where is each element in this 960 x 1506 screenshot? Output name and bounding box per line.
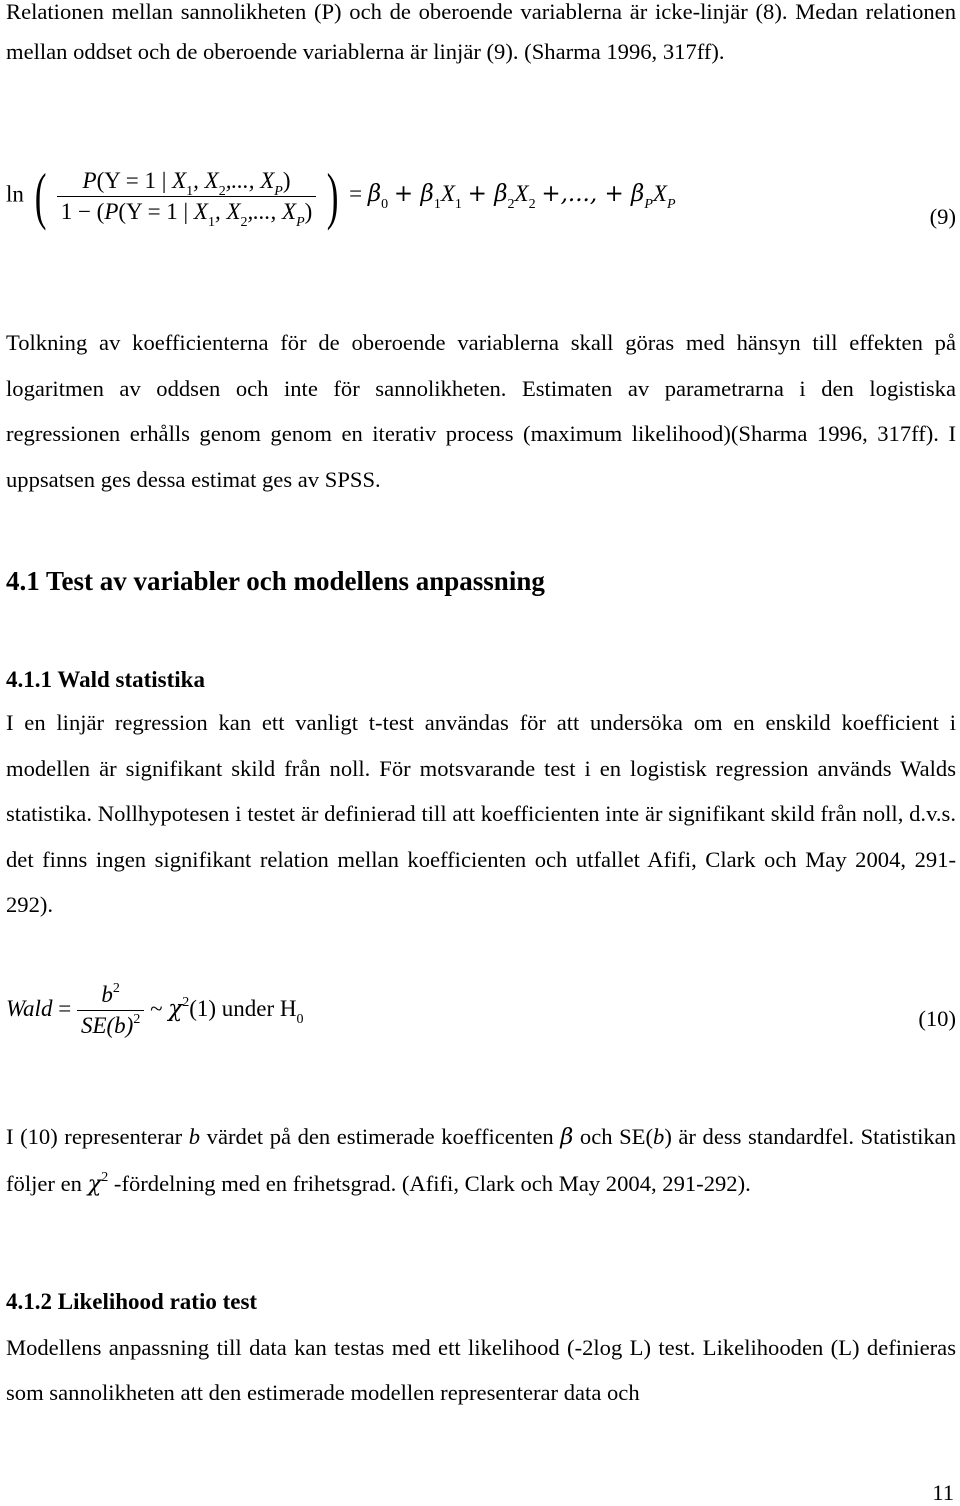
section-heading-4-1: 4.1 Test av variabler och modellens anpassning — [6, 566, 545, 596]
equation-9 — [6, 160, 676, 231]
section-heading-4-1-1: 4.1.1 Wald statistika — [6, 667, 205, 692]
wald-fraction: $\frac{b^2}{SE(b)^2}$ — [77, 982, 144, 1039]
page-number: 11 — [932, 1480, 954, 1505]
odds-fraction — [57, 167, 317, 230]
equation-9-number: (9) — [929, 204, 956, 229]
section-heading-4-1-2: 4.1.2 Likelihood ratio test — [6, 1289, 258, 1314]
right-paren: ) — [326, 160, 339, 231]
ln-operator: ln — [6, 181, 24, 207]
equation-rhs: = $\beta_0 + \beta_1X_1 + \beta_2X_2$ +,..., + $\beta_PX_P$ — [349, 181, 676, 213]
wald-explanation-paragraph: I (10) representerar b värdet på den estimerade koefficenten β och SE(b) är dess standardfel. Statistikan följer en $\chi^2$ -fördelning med en frihetsgrad. (Afifi, Clark och May 2004, 291-292). — [6, 1124, 956, 1197]
left-paren: ( — [34, 160, 47, 231]
interpretation-paragraph: Tolkning av koefficienterna för de oberoende variablerna skall göras med hänsyn till effekten på logaritmen av oddsen och inte för sannolikheten. Estimaten av parametrarna i den logistiska regressionen erhålls genom genom en iterativ process (maximum likelihood)(Sharma 1996, 317ff). I uppsatsen ges dessa estimat ges av SPSS. — [6, 330, 956, 492]
fraction-denominator: 1 − (P(Y = 1 | $X_1$, $X_2$,..., $X_P$) — [57, 196, 317, 225]
fraction-numerator: P(Y = 1 | $X_1$, $X_2$,..., $X_P$) — [82, 167, 291, 199]
intro-paragraph: Relationen mellan sannolikheten (P) och de oberoende variablerna är icke-linjär (8). Medan relationen mellan oddset och de oberoende variablerna är linjär (9). (Sharma 1996, 317ff). — [6, 0, 956, 64]
likelihood-paragraph: Modellens anpassning till data kan testas med ett likelihood (-2log L) test. Likelihooden (L) definieras som sannolikheten att den estimerade modellen representerar data och — [6, 1335, 956, 1405]
equation-10-number: (10) — [918, 1006, 956, 1031]
wald-paragraph: I en linjär regression kan ett vanligt t-test användas för att undersöka om en enskild koefficient i modellen är signifikant skild från noll. För motsvarande test i en logistisk regression används Walds statistika. Nollhypotesen i testet är definierad till att koefficienten inte är signifikant skild från noll, d.v.s. det finns ingen signifikant relation mellan koefficienten och utfallet Afifi, Clark och May 2004, 291-292). — [6, 710, 956, 917]
wald-label: Wald — [6, 995, 53, 1021]
equation-10: Wald = $\frac{b^2}{SE(b)^2}$ ~ $\chi^2(1)$ under $H_0$ — [6, 981, 304, 1038]
